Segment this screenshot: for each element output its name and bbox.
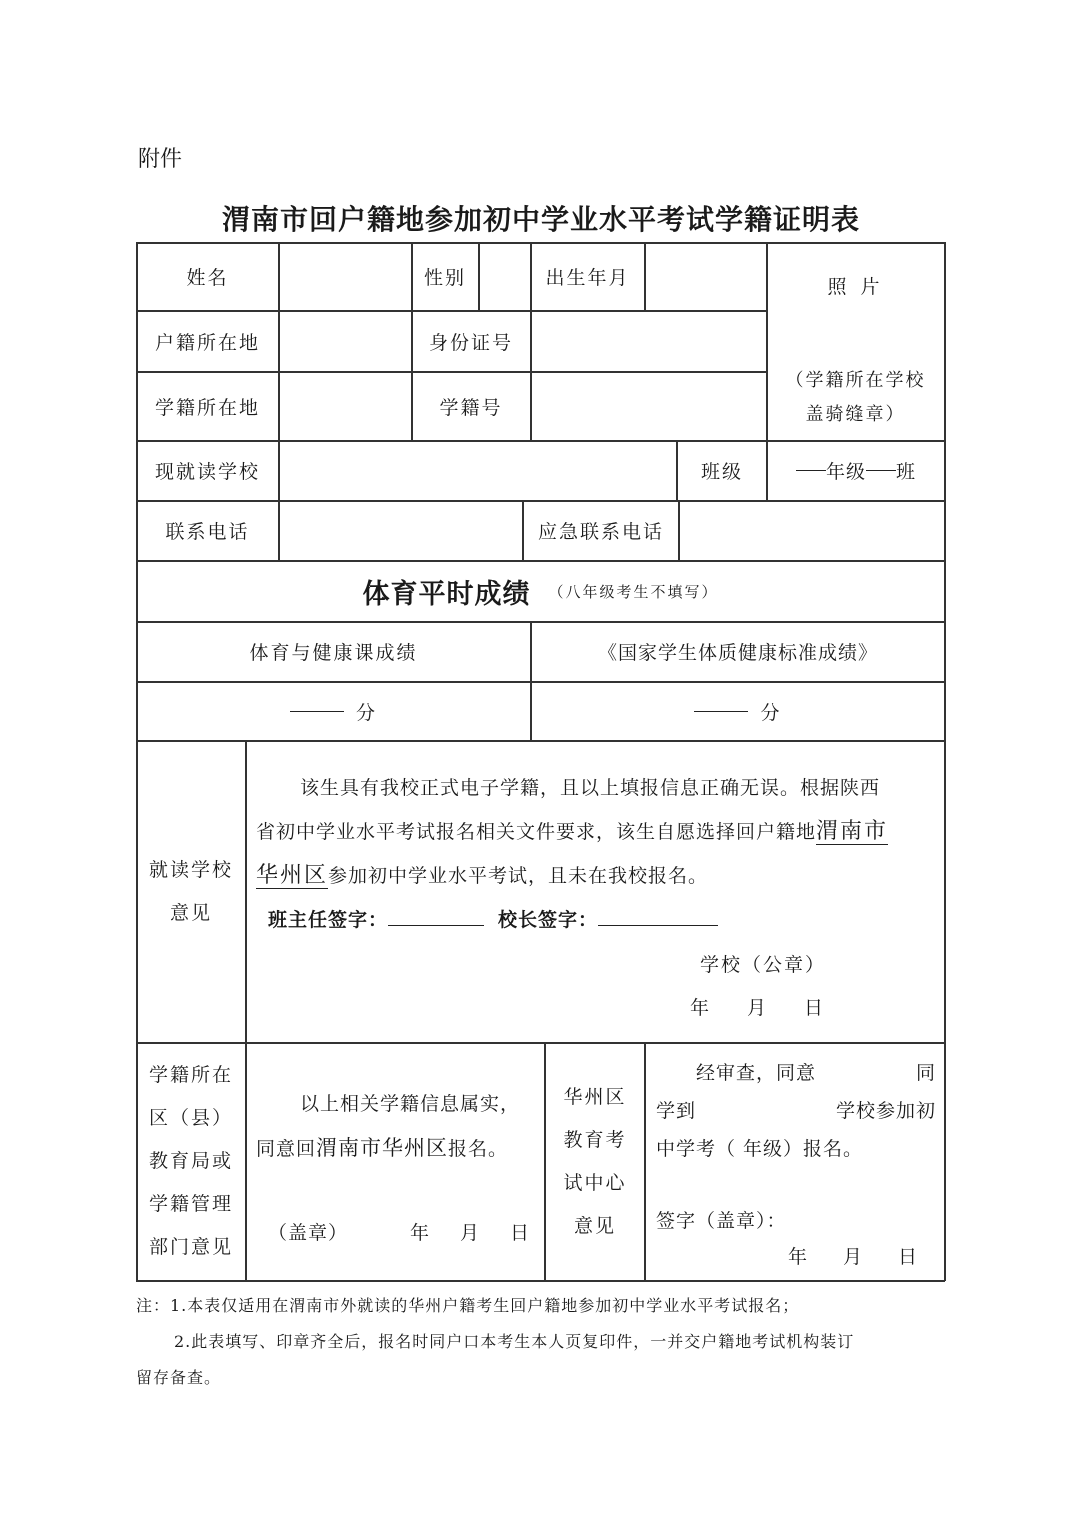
bureau-seal-date (268, 1218, 530, 1245)
pe-section-header (137, 561, 944, 621)
bureau-opinion-text (256, 1082, 541, 1171)
school-opinion-line-3-text: 参加初中学业水平考试，且未在我校报名。 (328, 865, 709, 887)
score-blank-1[interactable] (290, 711, 344, 712)
school-opinion-text (256, 766, 936, 898)
school-opinion-label-line-2: 意见 (169, 901, 212, 924)
photo-note-line-1: （学籍所在学校 (785, 370, 926, 391)
school-opinion-line-2-text: 省初中学业水平考试报名相关文件要求，该生自愿选择回户籍地 (256, 821, 817, 843)
teacher-sign-label: 班主任签字： (268, 909, 389, 931)
pe-health-course-label: 体育与健康课成绩 (249, 642, 418, 664)
bureau-label-line-5: 部门意见 (148, 1236, 233, 1258)
school-opinion-line-3 (256, 854, 936, 898)
place-city: 渭南市 (816, 819, 889, 844)
school-reg-no-label: 学籍号 (439, 396, 503, 419)
footnotes (136, 1288, 956, 1396)
bureau-label-line-1: 学籍所在 (148, 1064, 233, 1086)
pe-section-note: （八年级考生不填写） (548, 582, 719, 601)
exam-center-line-3: 试中心 (563, 1171, 627, 1194)
name-field[interactable] (280, 243, 410, 310)
exam-center-line-1: 华州区 (563, 1085, 627, 1108)
review-line-2b: 学校参加初 (835, 1100, 936, 1122)
school-seal-label: 学校（公章） (700, 954, 827, 976)
birth-label: 出生年月 (545, 267, 630, 289)
grade-text: 年级 (825, 461, 866, 483)
exam-center-date (788, 1242, 917, 1269)
school-date-month: 月 (747, 997, 767, 1019)
class-label: 班级 (700, 461, 743, 483)
bureau-text-line-2a: 同意回 (256, 1138, 317, 1160)
name-label: 姓名 (186, 267, 229, 289)
review-line-1b: 同 (915, 1062, 936, 1084)
exam-center-opinion (656, 1054, 936, 1168)
exam-center-date-day: 日 (898, 1246, 918, 1268)
review-line-1 (656, 1054, 936, 1092)
id-number-label: 身份证号 (428, 331, 513, 354)
birth-field[interactable] (646, 243, 766, 310)
bureau-date-day: 日 (510, 1222, 531, 1244)
exam-center-line-2: 教育考 (563, 1128, 627, 1151)
bureau-date-month: 月 (460, 1222, 481, 1244)
document-title: 渭南市回户籍地参加初中学业水平考试学籍证明表 (221, 203, 860, 236)
pe-fitness-standard-score[interactable] (532, 682, 944, 740)
household-field[interactable] (280, 311, 410, 371)
bureau-text-line-2b: 报名。 (448, 1138, 509, 1160)
exam-center-label (546, 1043, 644, 1280)
exam-center-line-4: 意见 (573, 1214, 616, 1237)
note-line-1: 注：1.本表仅适用在渭南市外就读的华州户籍考生回户籍地参加初中学业水平考试报名； (136, 1296, 800, 1315)
bureau-date-year: 年 (410, 1222, 431, 1244)
school-opinion-label (137, 741, 245, 1042)
review-line-3: 中学考（ 年级）报名。 (656, 1138, 864, 1160)
exam-center-date-year: 年 (788, 1246, 808, 1268)
score-unit-1: 分 (355, 701, 377, 724)
current-school-field[interactable] (280, 441, 676, 500)
bureau-seal-label: （盖章） (268, 1222, 349, 1244)
grade-class-field[interactable] (768, 441, 944, 500)
photo-note-line-2: 盖骑缝章） (805, 404, 906, 425)
school-date (690, 993, 823, 1020)
attachment-label: 附件 (138, 147, 183, 172)
bureau-label-line-3: 教育局或 (148, 1150, 233, 1172)
current-school-label: 现就读学校 (154, 461, 260, 483)
pe-health-course-score[interactable] (137, 682, 530, 740)
bureau-text-line-1: 以上相关学籍信息属实， (300, 1093, 521, 1115)
exam-center-date-month: 月 (843, 1246, 863, 1268)
bureau-label-line-2: 区（县） (148, 1107, 233, 1129)
bureau-place: 渭南市华州区 (316, 1136, 449, 1160)
grade-blank[interactable] (796, 470, 826, 471)
phone-field[interactable] (280, 501, 522, 560)
school-date-day: 日 (804, 997, 824, 1019)
score-unit-2: 分 (760, 701, 782, 724)
emergency-phone-label: 应急联系电话 (537, 521, 664, 543)
school-opinion-line-2 (256, 810, 936, 854)
bureau-opinion-label (137, 1043, 245, 1280)
bureau-text-line-2 (256, 1126, 541, 1171)
phone-label: 联系电话 (165, 521, 250, 543)
school-reg-place-label: 学籍所在地 (154, 396, 260, 419)
score-blank-2[interactable] (694, 711, 748, 712)
pe-section-title: 体育平时成绩 (362, 578, 531, 610)
note-line-2: 2.此表填写、印章齐全后，报名时同户口本考生本人页复印件，一并交户籍地考试机构装订 (174, 1332, 855, 1351)
place-district: 华州区 (256, 863, 329, 888)
bureau-label-line-4: 学籍管理 (148, 1193, 233, 1215)
review-line-1a: 经审查，同意 (696, 1062, 817, 1084)
exam-center-sign: 签字（盖章）： (656, 1210, 787, 1232)
review-line-2a: 学到 (656, 1100, 697, 1122)
school-opinion-label-line-1: 就读学校 (148, 858, 233, 881)
class-text: 班 (896, 461, 917, 483)
photo-stamp-note (767, 360, 944, 436)
teacher-sign-blank[interactable] (388, 925, 484, 926)
school-date-year: 年 (690, 997, 710, 1019)
id-number-field[interactable] (532, 311, 766, 371)
school-opinion-line-1: 该生具有我校正式电子学籍，且以上填报信息正确无误。根据陕西 (300, 777, 881, 799)
pe-fitness-standard-label: 《国家学生体质健康标准成绩》 (597, 642, 878, 664)
principal-sign-label: 校长签字： (498, 909, 599, 931)
note-line-3: 留存备查。 (136, 1368, 222, 1387)
emergency-phone-field[interactable] (680, 501, 944, 560)
household-label: 户籍所在地 (154, 331, 260, 354)
review-line-2 (656, 1092, 936, 1130)
school-reg-no-field[interactable] (532, 372, 766, 440)
class-blank[interactable] (866, 470, 896, 471)
gender-field[interactable] (480, 243, 530, 310)
photo-label: 照 片 (827, 275, 884, 298)
principal-sign-blank[interactable] (598, 925, 718, 926)
signature-row (268, 905, 718, 932)
school-reg-place-field[interactable] (280, 372, 410, 440)
gender-label: 性别 (423, 267, 466, 289)
